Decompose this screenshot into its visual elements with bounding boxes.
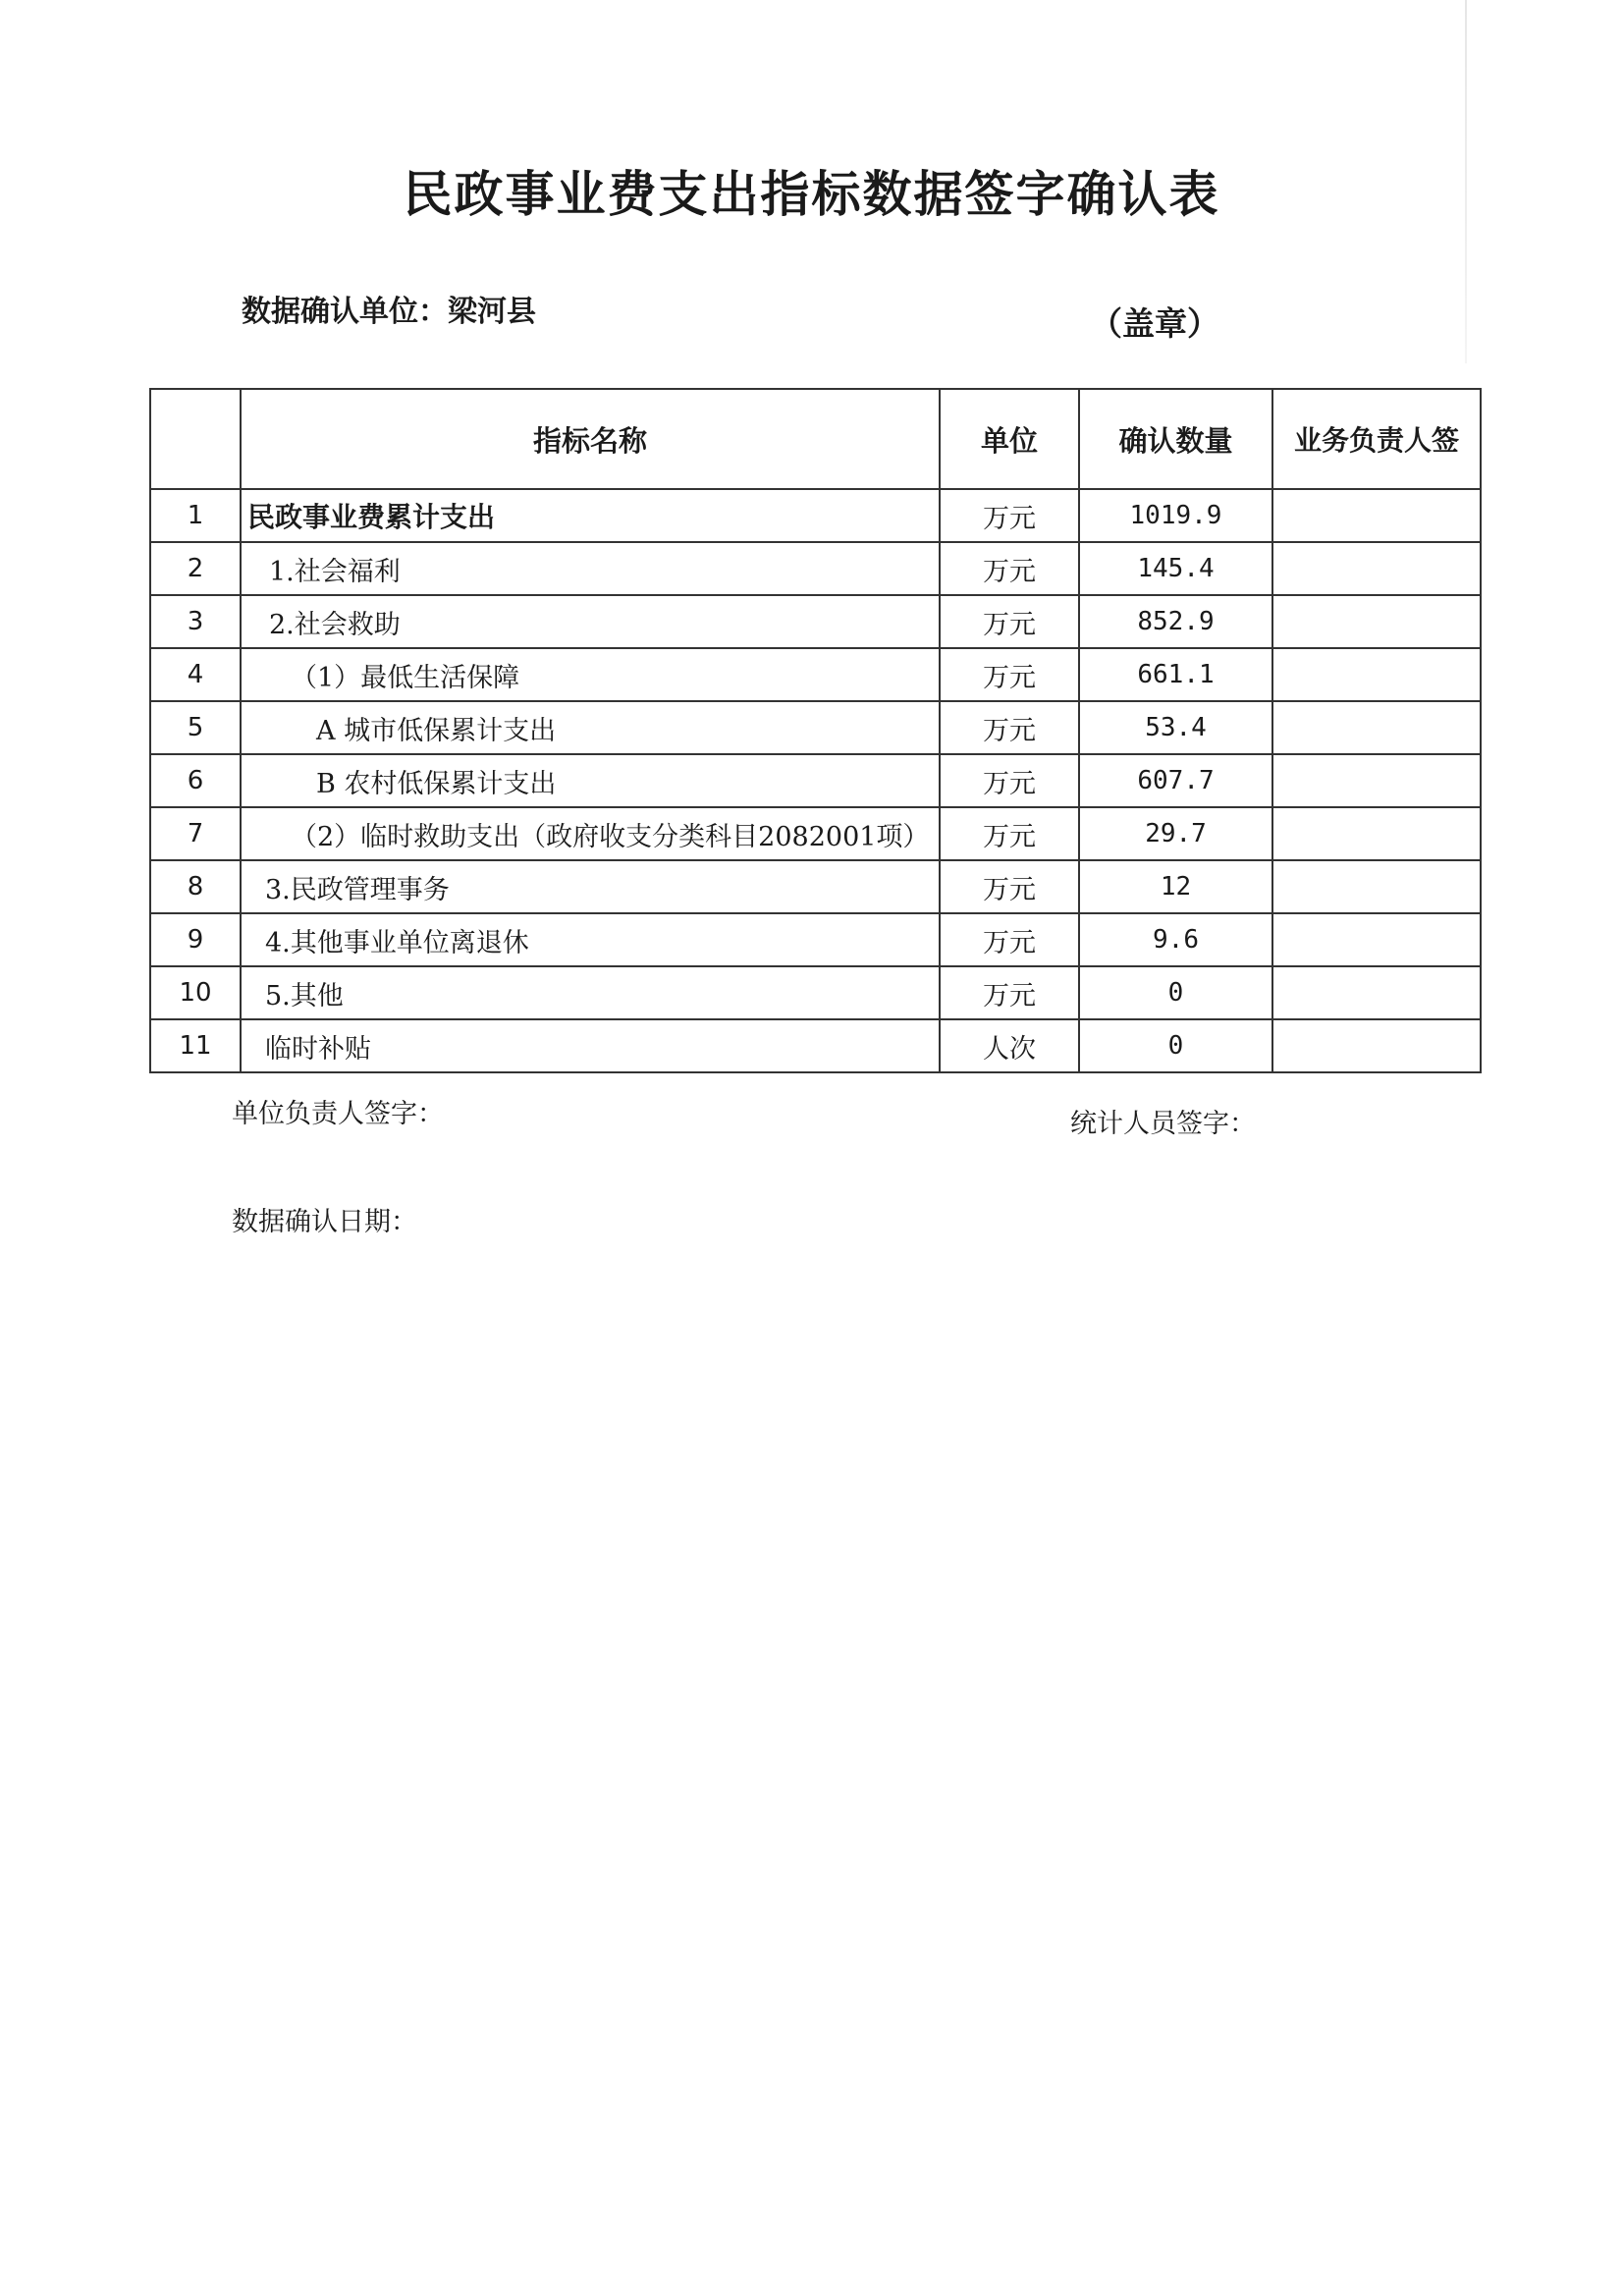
row-no: 2 (150, 542, 241, 595)
row-name: 临时补贴 (241, 1019, 940, 1072)
table-row (150, 807, 1481, 860)
row-unit: 万元 (940, 701, 1079, 754)
row-signer-cell (1272, 807, 1481, 860)
row-unit: 万元 (940, 489, 1079, 542)
row-signer-cell (1272, 595, 1481, 648)
indicator-table-grid (149, 388, 1482, 1073)
row-signer-cell (1272, 1019, 1481, 1072)
row-no: 9 (150, 913, 241, 966)
confirm-date-label: 数据确认日期： (232, 1207, 417, 1237)
page-title: 民政事业费支出指标数据签字确认表 (403, 165, 1220, 223)
row-signer-cell (1272, 754, 1481, 807)
row-name: （1）最低生活保障 (241, 648, 940, 701)
row-unit: 万元 (940, 807, 1079, 860)
row-quantity: 53.4 (1079, 701, 1272, 754)
table-row (150, 754, 1481, 807)
row-signer-cell (1272, 913, 1481, 966)
row-quantity: 0 (1079, 1019, 1272, 1072)
row-no: 6 (150, 754, 241, 807)
row-quantity: 145.4 (1079, 542, 1272, 595)
row-name: （2）临时救助支出（政府收支分类科目2082001项） (241, 807, 940, 860)
row-name: 民政事业费累计支出 (241, 489, 940, 542)
row-no: 7 (150, 807, 241, 860)
header-quantity: 确认数量 (1079, 389, 1272, 489)
table-row (150, 701, 1481, 754)
table-header-row (150, 389, 1481, 489)
table-row (150, 913, 1481, 966)
table-row (150, 966, 1481, 1019)
table-row (150, 542, 1481, 595)
row-no: 4 (150, 648, 241, 701)
row-quantity: 1019.9 (1079, 489, 1272, 542)
confirming-unit: 数据确认单位：梁河县 (242, 295, 536, 329)
row-name: 2.社会救助 (241, 595, 940, 648)
row-name: 4.其他事业单位离退休 (241, 913, 940, 966)
header-unit: 单位 (940, 389, 1079, 489)
row-signer-cell (1272, 489, 1481, 542)
header-no (150, 389, 241, 489)
row-unit: 万元 (940, 542, 1079, 595)
header-signer: 业务负责人签 (1272, 389, 1481, 489)
row-name: 1.社会福利 (241, 542, 940, 595)
row-unit: 万元 (940, 648, 1079, 701)
statistician-signature-label: 统计人员签字： (1070, 1109, 1256, 1139)
row-quantity: 12 (1079, 860, 1272, 913)
header-name: 指标名称 (241, 389, 940, 489)
table-row (150, 1019, 1481, 1072)
row-signer-cell (1272, 701, 1481, 754)
row-quantity: 29.7 (1079, 807, 1272, 860)
table-row (150, 648, 1481, 701)
indicator-table (149, 388, 1472, 1073)
row-no: 1 (150, 489, 241, 542)
row-signer-cell (1272, 542, 1481, 595)
row-signer-cell (1272, 860, 1481, 913)
seal-label: （盖章） (1090, 304, 1219, 343)
row-name: A 城市低保累计支出 (241, 701, 940, 754)
row-quantity: 0 (1079, 966, 1272, 1019)
row-no: 5 (150, 701, 241, 754)
row-no: 8 (150, 860, 241, 913)
row-unit: 万元 (940, 860, 1079, 913)
row-unit: 万元 (940, 595, 1079, 648)
table-row (150, 489, 1481, 542)
row-unit: 万元 (940, 966, 1079, 1019)
row-no: 11 (150, 1019, 241, 1072)
row-name: 3.民政管理事务 (241, 860, 940, 913)
row-name: 5.其他 (241, 966, 940, 1019)
row-unit: 万元 (940, 754, 1079, 807)
row-quantity: 9.6 (1079, 913, 1272, 966)
row-no: 3 (150, 595, 241, 648)
row-signer-cell (1272, 966, 1481, 1019)
row-signer-cell (1272, 648, 1481, 701)
row-unit: 万元 (940, 913, 1079, 966)
row-no: 10 (150, 966, 241, 1019)
row-quantity: 607.7 (1079, 754, 1272, 807)
table-row (150, 860, 1481, 913)
row-name: B 农村低保累计支出 (241, 754, 940, 807)
table-row (150, 595, 1481, 648)
unit-head-signature-label: 单位负责人签字： (232, 1099, 444, 1129)
row-quantity: 852.9 (1079, 595, 1272, 648)
row-quantity: 661.1 (1079, 648, 1272, 701)
row-unit: 人次 (940, 1019, 1079, 1072)
